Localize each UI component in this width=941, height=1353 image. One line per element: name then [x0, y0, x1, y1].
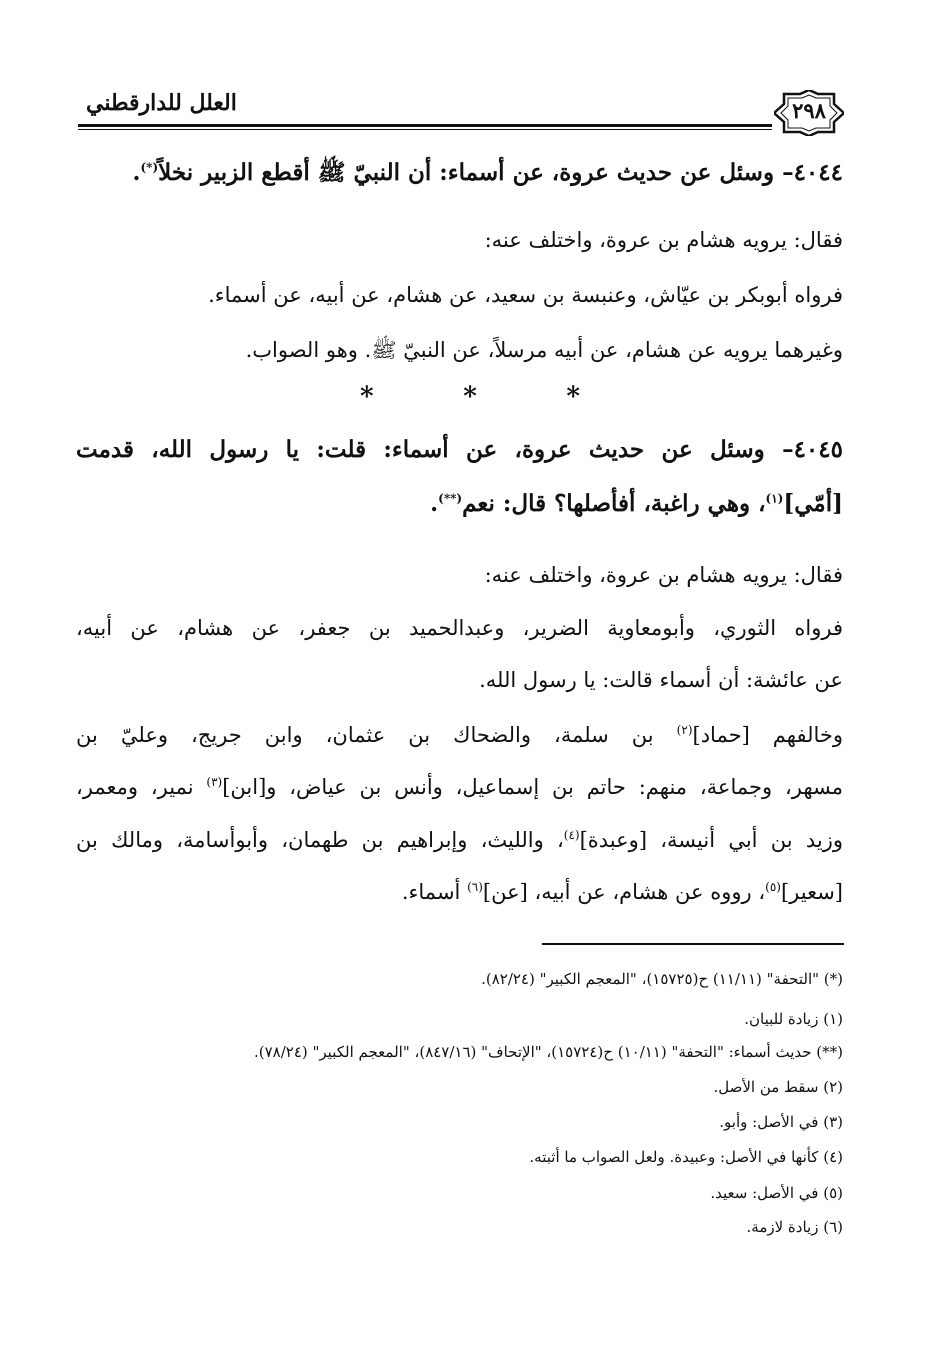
footnote-mark: (٦): [467, 880, 483, 894]
body-paragraph: فقال: يرويه هشام بن عروة، واختلف عنه:: [484, 228, 843, 252]
footnote-mark: (٥): [765, 880, 781, 894]
footnote: (٥) في الأصل: سعيد.: [710, 1184, 843, 1202]
question-heading-4045-cont: [أمّي]$^{(١)}$، وهي راغبة، أفأصلها؟ قال: نعم(**).: [430, 490, 843, 517]
footnote-mark: (٢): [676, 723, 693, 737]
page-header: [78, 86, 844, 136]
running-title: العلل للدارقطني: [86, 90, 237, 116]
question-number: ٤٠٤٥: [793, 436, 843, 463]
footnote-separator: [542, 943, 844, 945]
footnote: (٢) سقط من الأصل.: [713, 1078, 843, 1096]
footnote-mark: (*): [140, 160, 159, 175]
question-text: – وسئل عن حديث عروة، عن أسماء: قلت: يا رسول الله، قدمت: [76, 436, 794, 463]
page-number: ٢٩٨: [792, 98, 826, 123]
body-paragraph: مسهر، وجماعة، منهم: حاتم بن إسماعيل، وأنس بن عياض، و[ابن]$^{(٣)}$ نمير، ومعمر،: [76, 775, 843, 799]
star-glyph: *: [566, 382, 580, 412]
body-paragraph: فقال: يرويه هشام بن عروة، واختلف عنه:: [484, 563, 843, 587]
body-paragraph: فرواه أبوبكر بن عيّاش، وعنبسة بن سعيد، عن هشام، عن أبيه، عن أسماء.: [208, 283, 843, 307]
question-heading-4044: ٤٠٤٤– وسئل عن حديث عروة، عن أسماء: أن النبيّ ﷺ أقطع الزبير نخلاً(*).: [132, 159, 843, 186]
footnote-mark: (٤): [563, 828, 580, 842]
page-number-badge: [774, 90, 844, 136]
footnote-mark: (١): [765, 491, 784, 506]
section-divider-stars: [360, 382, 580, 412]
header-rule: [78, 124, 772, 130]
footnote: (*) "التحفة" (١١/١١) ح(١٥٧٢٥)، "المعجم الكبير" (٨٢/٢٤).: [481, 970, 843, 988]
footnote-mark: (**): [438, 491, 463, 506]
footnote: (١) زيادة للبيان.: [744, 1010, 843, 1028]
body-paragraph: وغيرهما يرويه عن هشام، عن أبيه مرسلاً، عن النبيّ ﷺ. وهو الصواب.: [245, 338, 843, 362]
body-paragraph: وزيد بن أبي أنيسة، [وعبدة]$^{(٤)}$، والليث، وإبراهيم بن طهمان، وأبوأسامة، ومالك بن: [76, 828, 844, 852]
question-number: ٤٠٤٤: [793, 159, 843, 186]
body-paragraph: [سعير]$^{(٥)}$، رووه عن هشام، عن أبيه، [عن]$^{(٦)}$ أسماء.: [401, 880, 843, 904]
footnote: (٦) زيادة لازمة.: [746, 1218, 843, 1236]
star-glyph: *: [463, 382, 477, 412]
footnote: (**) حديث أسماء: "التحفة" (١٠/١١) ح(١٥٧٢٤)، "الإتحاف" (٨٤٧/١٦)، "المعجم الكبير" (٧٨/٢٤).: [253, 1043, 843, 1061]
body-paragraph: فرواه الثوري، وأبومعاوية الضرير، وعبدالحميد بن جعفر، عن هشام، عن أبيه،: [76, 616, 843, 640]
question-text: – وسئل عن حديث عروة، عن أسماء: أن النبيّ ﷺ أقطع الزبير نخلاً: [158, 159, 794, 186]
body-paragraph: وخالفهم [حماد]$^{(٢)}$ بن سلمة، والضحاك بن عثمان، وابن جريج، وعليّ بن: [76, 723, 843, 747]
body-paragraph: عن عائشة: أن أسماء قالت: يا رسول الله.: [479, 668, 843, 692]
footnote: (٣) في الأصل: وأبو.: [719, 1113, 843, 1131]
footnote-mark: (٣): [206, 775, 223, 789]
question-heading-4045: [76, 436, 843, 463]
star-glyph: *: [360, 382, 374, 412]
footnote: (٤) كأنها في الأصل: وعبيدة. ولعل الصواب ما أثبته.: [529, 1148, 843, 1166]
